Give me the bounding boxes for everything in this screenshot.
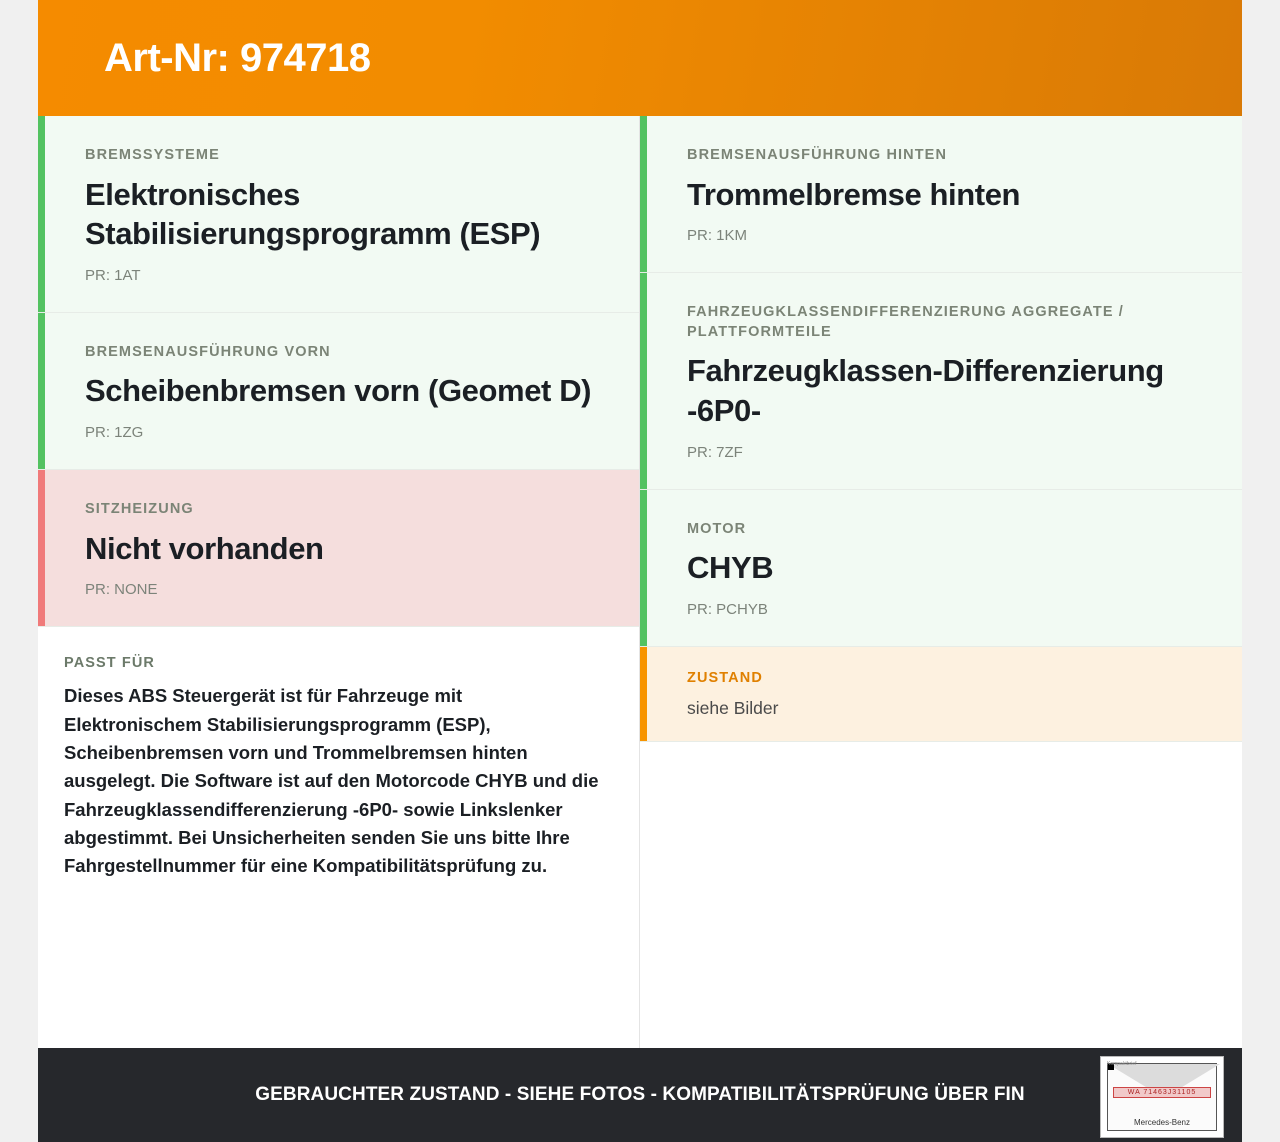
header-bar [38,0,1242,116]
spec-label: BREMSENAUSFÜHRUNG HINTEN [687,147,948,163]
spec-card-sitzheizung [38,470,639,627]
passt-fuer-section [38,627,639,914]
spec-label: MOTOR [687,520,747,537]
footer-text: GEBRAUCHTER ZUSTAND - SIEHE FOTOS - KOMPATIBILITÄTSPRÜFUNG ÜBER FIN [255,1084,1025,1105]
spec-value: CHYB [687,550,774,586]
spec-card-bremsenausfuehrung-vorn [38,313,639,470]
spec-pr-code: PR: 1ZG [85,424,144,442]
status-bar-green [640,116,647,272]
spec-label: FAHRZEUGKLASSENDIFFERENZIERUNG AGGREGATE / PLATTFORMTEILE [687,304,1124,340]
spec-pr-code: PR: PCHYB [687,600,768,618]
spec-value: Scheibenbremsen vorn (Geomet D) [85,373,592,409]
spec-columns [38,116,1242,1048]
stamp-top-text: Kompaktbrief [1107,1061,1137,1067]
right-column-filler [640,742,1242,1049]
left-column-filler [38,914,639,1048]
spec-card-bremsenausfuehrung-hinten [640,116,1242,273]
left-column [38,116,640,1048]
spec-value: Fahrzeugklassen-Differenzierung -6P0- [687,353,1164,429]
spec-pr-code: PR: NONE [85,581,158,599]
passt-fuer-text: Dieses ABS Steuergerät ist für Fahrzeuge mit Elektronischem Stabilisierungsprogramm (ESP), Scheibenbremsen vorn und Trommelbremsen hinten ausgelegt. Die Software ist auf den Motorcode CHYB und die Fahrzeugklassendifferenzierung -6P0- sowie Linkslenker abgestimmt. Bei Unsicherheiten senden Sie uns bitte Ihre Fahrgestellnummer für eine Kompatibilitätsprüfung zu. [64,685,599,877]
spec-pr-code: PR: 7ZF [687,443,743,461]
spec-card-bremssysteme [38,116,639,313]
status-bar-red [38,470,45,626]
zustand-card [640,647,1242,742]
spec-value: Elektronisches Stabilisierungsprogramm (ESP) [85,176,541,252]
spec-pr-code: PR: 1AT [85,266,141,284]
spec-card-fahrzeugklassendifferenzierung [640,273,1242,489]
status-bar-green [640,490,647,646]
stamp-code: WA 71463J31105 [1113,1087,1211,1098]
zustand-value: siehe Bilder [687,697,779,718]
status-bar-green [640,273,647,488]
footer-bar [38,1048,1242,1142]
right-column [640,116,1242,1048]
spec-value: Nicht vorhanden [85,530,324,566]
spec-pr-code: PR: 1KM [687,227,748,245]
passt-fuer-label: PASST FÜR [64,655,155,672]
spec-value: Trommelbremse hinten [687,176,1021,212]
spec-label: SITZHEIZUNG [85,501,194,518]
stamp-brand: Mercedes-Benz [1133,1118,1191,1127]
status-bar-green [38,116,45,312]
status-bar-orange [640,647,647,741]
status-bar-green [38,313,45,469]
product-info-sheet [38,0,1242,1142]
spec-card-motor [640,490,1242,647]
spec-label: BREMSSYSTEME [85,147,220,163]
spec-label: BREMSENAUSFÜHRUNG VORN [85,343,331,360]
zustand-label: ZUSTAND [687,669,763,686]
page-title: Art-Nr: 974718 [104,35,371,80]
shipping-stamp [1100,1056,1224,1138]
